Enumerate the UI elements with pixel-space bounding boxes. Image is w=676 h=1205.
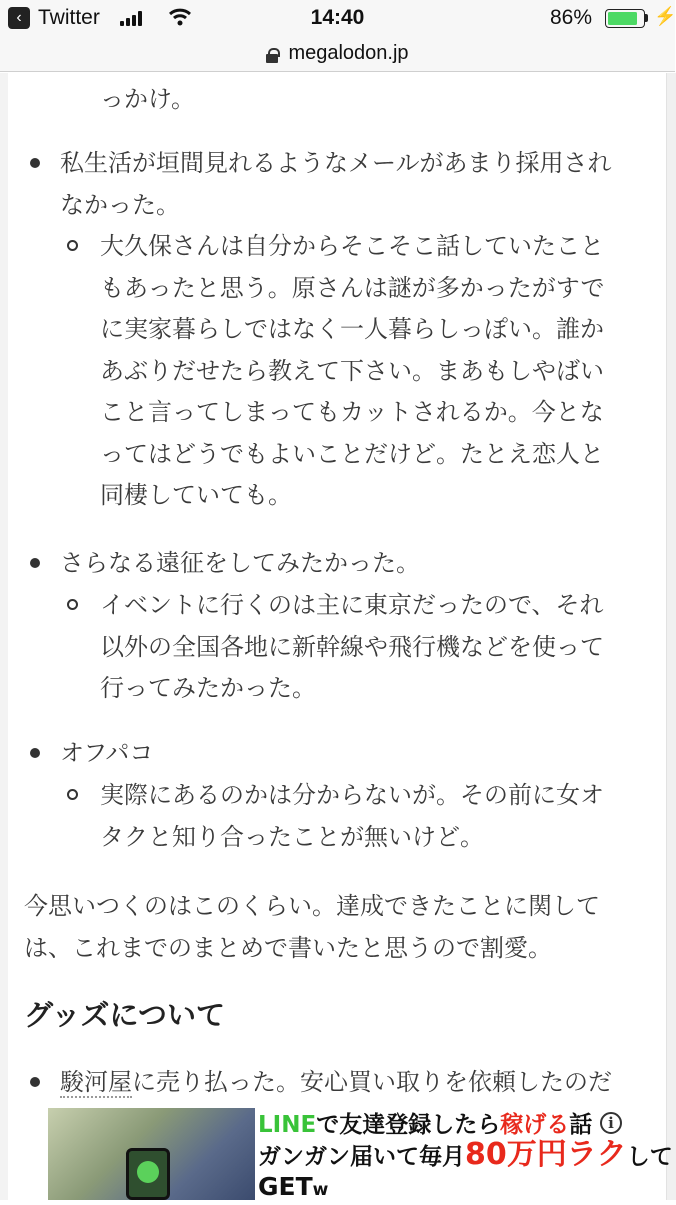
scroll-edge xyxy=(666,73,676,1200)
ad-line-1 xyxy=(258,1110,641,1140)
sub-item-line: こと言ってしまってもカットされるか。今とな xyxy=(100,398,604,426)
sub-list-item-fragment xyxy=(100,79,645,121)
list-item xyxy=(60,733,645,775)
section-heading: グッズについて xyxy=(24,998,225,1032)
sub-list-item xyxy=(100,775,645,858)
paragraph xyxy=(24,886,644,969)
ad-line-text: で友達登録したら xyxy=(316,1112,501,1138)
ad-line-3 xyxy=(258,1172,641,1205)
back-app-label: Twitter xyxy=(38,6,100,29)
url-bar[interactable] xyxy=(0,36,675,72)
paragraph-line: 今思いつくのはこのくらい。達成できたことに関して xyxy=(24,892,600,920)
sub-item-line: 同棲していても。 xyxy=(100,481,292,509)
wifi-icon xyxy=(168,6,192,28)
ad-image[interactable] xyxy=(48,1108,255,1200)
article-content xyxy=(0,73,675,1200)
fragment-text: っかけ。 xyxy=(100,85,196,113)
battery-percentage: 86% xyxy=(550,6,593,29)
sub-bullet-circle xyxy=(67,240,78,251)
ad-line-text: して xyxy=(626,1144,673,1170)
list-item-line: さらなる遠征をしてみたかった。 xyxy=(60,549,420,577)
list-item-line: 私生活が垣間見れるようなメールがあまり採用され xyxy=(60,149,612,177)
sub-item-line: 行ってみたかった。 xyxy=(100,674,316,702)
sub-bullet-circle xyxy=(67,599,78,610)
sub-list-item xyxy=(100,226,645,517)
status-bar xyxy=(0,0,675,36)
sub-item-line: ってはどうでもよいことだけど。たとえ恋人と xyxy=(100,439,604,468)
bullet-dot xyxy=(30,1077,40,1087)
sub-item-line: 大久保さんは自分からそこそこ話していたこと xyxy=(100,232,604,260)
ad-banner[interactable] xyxy=(48,1108,673,1201)
battery-icon xyxy=(605,9,645,28)
phone-icon xyxy=(126,1148,170,1200)
list-item xyxy=(60,543,645,585)
list-item-line: なかった。 xyxy=(60,190,180,219)
lock-icon xyxy=(266,48,278,62)
ad-line-text: LINE xyxy=(258,1112,317,1138)
list-item xyxy=(60,1062,645,1104)
bullet-dot xyxy=(30,748,40,758)
sub-item-line: もあったと思う。原さんは謎が多かったがすで xyxy=(100,273,605,302)
cellular-signal-icon xyxy=(120,10,142,26)
sub-bullet-circle xyxy=(67,789,78,800)
ad-line-text: 80万円ラク xyxy=(465,1137,627,1172)
sub-item-line: 実際にあるのかは分からないが。その前に女オ xyxy=(100,781,604,809)
ad-line-text: 話 xyxy=(569,1112,593,1138)
list-item-text: に売り払った。安心買い取りを依頼したのだ xyxy=(132,1068,612,1096)
battery-tip xyxy=(645,14,648,22)
sub-item-line: 以外の全国各地に新幹線や飛行機などを使って xyxy=(100,632,604,661)
list-item-line: オフパコ xyxy=(60,739,154,767)
charging-bolt-icon: ⚡ xyxy=(654,6,676,26)
paragraph-line: は、これまでのまとめで書いたと思うので割愛。 xyxy=(24,933,552,962)
bullet-dot xyxy=(30,558,40,568)
chevron-left-icon: ‹ xyxy=(8,7,30,29)
sub-item-line: あぶりだせたら教えて下さい。まあもしやばい xyxy=(100,356,604,385)
url-domain: megalodon.jp xyxy=(288,42,409,64)
ad-line-text: GET xyxy=(258,1172,313,1201)
sub-list-item xyxy=(100,585,645,710)
back-to-app-button[interactable] xyxy=(8,6,100,30)
ad-info-icon[interactable]: i xyxy=(600,1112,622,1134)
list-item xyxy=(60,143,645,226)
sub-item-line: イベントに行くのは主に東京だったので、それ xyxy=(100,591,604,619)
ad-line-text: w xyxy=(312,1180,329,1200)
ad-line-2 xyxy=(258,1137,673,1172)
ad-text[interactable] xyxy=(258,1110,673,1205)
clock: 14:40 xyxy=(310,6,365,29)
ad-line-text: 稼げる xyxy=(500,1112,570,1138)
battery-level xyxy=(608,12,637,25)
ad-line-text: ガンガン届いて毎月 xyxy=(258,1144,465,1170)
sub-item-line: に実家暮らしではなく一人暮らしっぽい。誰か xyxy=(100,315,604,343)
sub-item-line: タクと知り合ったことが無いけど。 xyxy=(100,822,484,851)
bullet-dot xyxy=(30,158,40,168)
surugaya-link[interactable]: 駿河屋 xyxy=(60,1068,132,1096)
